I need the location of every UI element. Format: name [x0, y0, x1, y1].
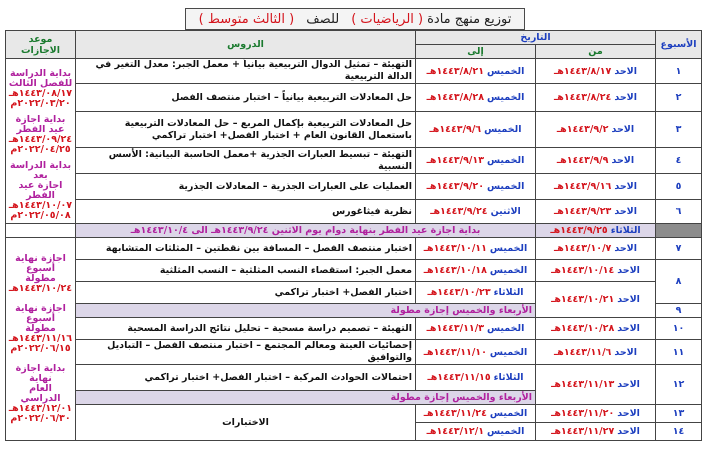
from-date: الاحد١٤٤٣/١٠/٢١هـ	[536, 282, 656, 318]
header-history: التاريخ	[416, 31, 656, 45]
title-prefix: توزيع منهج مادة	[427, 11, 512, 27]
week-number: ٦	[656, 200, 702, 224]
table-row	[6, 238, 702, 260]
from-date: الاحد١٤٤٣/٩/٢٣هـ	[536, 200, 656, 224]
week-number: ١	[656, 59, 702, 84]
lesson-cell: معمل الجبر: استقصاء النسب المثلثية – النسب المثلثية	[76, 260, 416, 282]
week-number: ٥	[656, 174, 702, 200]
to-date: الخميس١٤٤٣/٨/٢٨هـ	[416, 84, 536, 112]
table-row	[6, 84, 702, 112]
from-date: الاحد١٤٤٣/١١/٢٠هـ	[536, 405, 656, 423]
to-date: الخميس١٤٤٣/٩/٢٠هـ	[416, 174, 536, 200]
table-row	[6, 318, 702, 340]
to-date: الخميس١٤٤٣/١٠/١٨هـ	[416, 260, 536, 282]
from-date: الاحد١٤٤٣/٩/٩هـ	[536, 148, 656, 174]
from-date: الاحد١٤٤٣/٩/١٦هـ	[536, 174, 656, 200]
table-row	[6, 405, 702, 423]
to-date: الثلاثاء١٤٤٣/١٠/٢٣هـ	[416, 282, 536, 304]
week-number: ٢	[656, 84, 702, 112]
from-date: الاحد١٤٤٣/٩/٢هـ	[536, 112, 656, 148]
from-date: الاحد١٤٤٣/١٠/٢٨هـ	[536, 318, 656, 340]
eid-holiday-text: بداية اجازة عيد الفطر بنهاية دوام يوم الاثنين ١٤٤٣/٩/٢٤هـ الى ١٤٤٣/١٠/٤هـ	[76, 224, 536, 238]
from-date: الاحد١٤٤٣/١٠/١٤هـ	[536, 260, 656, 282]
table-row	[6, 260, 702, 282]
week-number: ١٢	[656, 365, 702, 405]
to-date: الخميس١٤٤٣/١١/٣هـ	[416, 318, 536, 340]
to-date: الاثنين١٤٤٣/٩/٢٤هـ	[416, 200, 536, 224]
week-number: ١٣	[656, 405, 702, 423]
lesson-cell: حل المعادلات التربيعية بإكمال المربع – حل المعادلات التربيعية باستعمال القانون العام + اختبار الفصل+ اختبار تراكمي	[76, 112, 416, 148]
table-row	[6, 148, 702, 174]
document-title	[185, 8, 525, 30]
title-subject: ( الرياضيات )	[351, 11, 424, 27]
to-date: الخميس١٤٤٣/٩/٦هـ	[416, 112, 536, 148]
table-row	[6, 112, 702, 148]
from-date: الاحد١٤٤٣/٨/٢٤هـ	[536, 84, 656, 112]
from-date: الاحد١٤٤٣/١١/١٣هـ	[536, 365, 656, 405]
from-date: الاحد١٤٤٣/١١/٢٧هـ	[536, 423, 656, 441]
grey-cell	[656, 224, 702, 238]
lesson-cell: إحصائيات العينة ومعالم المجتمع – اختبار منتصف الفصل – التباديل والتوافيق	[76, 340, 416, 365]
table-row	[6, 282, 702, 304]
week-number: ٣	[656, 112, 702, 148]
title-grade-label: للصف	[306, 11, 340, 27]
from-date: الاحد١٤٤٣/١٠/٧هـ	[536, 238, 656, 260]
header-holidays: موعد الاجازات	[6, 31, 76, 59]
week-number: ٧	[656, 238, 702, 260]
table-row	[6, 59, 702, 84]
eid-holiday-row	[6, 224, 702, 238]
from-date: الاحد١٤٤٣/١١/٦هـ	[536, 340, 656, 365]
lesson-cell: التهيئة – تبسيط العبارات الجذرية +معمل الحاسبة البيانية: الأسس النسبية	[76, 148, 416, 174]
lesson-cell: العمليات على العبارات الجذرية – المعادلات الجذرية	[76, 174, 416, 200]
week-number: ٨	[656, 260, 702, 304]
lesson-cell: التهيئة – تمثيل الدوال التربيعية بيانياً + معمل الجبر: معدل التغير في الدالة التربيعية	[76, 59, 416, 84]
week-number: ١٠	[656, 318, 702, 340]
curriculum-table	[5, 30, 702, 441]
week-number: ١١	[656, 340, 702, 365]
holiday-notes-1: بداية الدراسة للفصل الثالث ١٤٤٣/٠٨/١٧هـ ٢٠٢٢/٠٣/٢٠م بداية اجازة عيد الفطر ١٤٤٣/٠٩/٢٤هـ ٢٠٢٢/٠٤/٢٥م بداية الدراسة بعد اجازة عيد الفطر ١٤٤٣/١٠/٠٧هـ ٢٠٢٢/٠٥/٠٨م	[6, 59, 76, 224]
holiday-notes-2: اجازة نهاية أسبوع مطولة ١٤٤٣/١٠/٢٤هـ اجازة نهاية أسبوع مطولة ١٤٤٣/١١/١٦هـ ٢٠٢٢/٠٦/١٥م بداية اجازة نهاية العام الدراسي ١٤٤٣/١٢/٠١هـ ٢٠٢٢/٠٦/٣٠م	[6, 238, 76, 441]
to-date: الخميس١٤٤٣/٨/٢١هـ	[416, 59, 536, 84]
header-from: من	[536, 45, 656, 59]
lesson-cell: التهيئة – تصميم دراسة مسحية – تحليل نتائج الدراسة المسحية	[76, 318, 416, 340]
table-row	[6, 340, 702, 365]
to-date: الخميس١٤٤٣/١١/٢٤هـ	[416, 405, 536, 423]
title-grade: ( الثالث متوسط )	[198, 11, 295, 27]
table-row	[6, 365, 702, 391]
to-date: الخميس١٤٤٣/١٢/١هـ	[416, 423, 536, 441]
to-date: الخميس١٤٤٣/١٠/١١هـ	[416, 238, 536, 260]
lesson-cell: نظرية فيثاغورس	[76, 200, 416, 224]
table-row	[6, 174, 702, 200]
exams-cell: الاختبارات	[76, 405, 416, 441]
long-weekend-text-1: الأربعاء والخميس إجازة مطولة	[76, 304, 536, 318]
header-lessons: الدروس	[76, 31, 416, 59]
to-date: الخميس١٤٤٣/١١/١٠هـ	[416, 340, 536, 365]
week-number: ٩	[656, 304, 702, 318]
from-date: الاحد١٤٤٣/٨/١٧هـ	[536, 59, 656, 84]
eid-start-date: الثلاثاء١٤٤٣/٩/٢٥هـ	[536, 224, 656, 238]
week-number: ١٤	[656, 423, 702, 441]
table-row	[6, 200, 702, 224]
header-to: إلى	[416, 45, 536, 59]
to-date: الخميس١٤٤٣/٩/١٣هـ	[416, 148, 536, 174]
lesson-cell: احتمالات الحوادث المركبة – اختبار الفصل+ اختبار تراكمي	[76, 365, 416, 391]
to-date: الثلاثاء١٤٤٣/١١/١٥هـ	[416, 365, 536, 391]
long-weekend-text-2: الأربعاء والخميس إجازة مطولة	[76, 391, 536, 405]
lesson-cell: اختبار الفصل+ اختبار تراكمي	[76, 282, 416, 304]
week-number: ٤	[656, 148, 702, 174]
empty-cell	[6, 224, 76, 238]
header-week: الأسبوع	[656, 31, 702, 59]
lesson-cell: اختبار منتصف الفصل – المسافة بين نقطتين – المثلثات المتشابهة	[76, 238, 416, 260]
lesson-cell: حل المعادلات التربيعية بيانياً – اختبار منتصف الفصل	[76, 84, 416, 112]
